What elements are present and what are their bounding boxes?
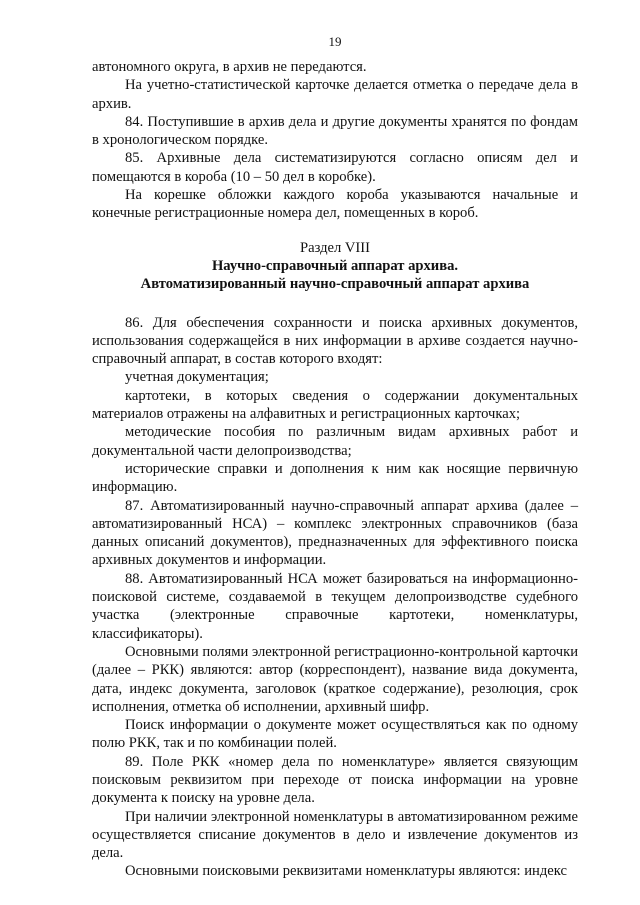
page-number: 19 (328, 34, 342, 49)
section-title-line-1: Научно-справочный аппарат архива. (211, 257, 459, 274)
section-title-line-2: Автоматизированный научно-справочный аппарат архива (140, 276, 530, 293)
section-heading (92, 239, 578, 294)
paragraph: автономного округа, в архив не передаются. (92, 59, 367, 75)
paragraph: 88. Автоматизированный НСА может базироваться на информационно-поисковой системе, создаваемой в текущем делопроизводстве судебного участка (электронные справочные картотеки, номенклатуры, классификаторы). (92, 570, 578, 642)
paragraph: 87. Автоматизированный научно-справочный аппарат архива (далее – автоматизированный НСА) – комплекс электронных справочников (база данных описаний документов), предназначенных для эффективного поиска архивных документов и информации. (92, 497, 578, 569)
paragraph: 85. Архивные дела систематизируются согласно описям дел и помещаются в короба (10 – 50 дел в коробке). (92, 150, 578, 185)
paragraph: На корешке обложки каждого короба указываются начальные и конечные регистрационные номера дел, помещенных в короб. (92, 187, 578, 222)
paragraph: На учетно-статистической карточке делается отметка о передаче дела в архив. (92, 77, 578, 112)
paragraph: методические пособия по различным видам архивных работ и документальной части делопроизводства; (92, 424, 578, 459)
paragraph: картотеки, в которых сведения о содержании документальных материалов отражены на алфавитных и регистрационных карточках; (92, 387, 578, 423)
paragraph: 86. Для обеспечения сохранности и поиска архивных документов, использования содержащейся в них информации в архиве создается научно-справочный аппарат, в состав которого входят: (92, 314, 578, 368)
section-label: Раздел VIII (299, 239, 371, 256)
paragraph: Поиск информации о документе может осуществляться как по одному полю РКК, так и по комбинации полей. (92, 717, 578, 752)
paragraphs-before-section (92, 58, 578, 223)
paragraph: Основными поисковыми реквизитами номенклатуры являются: индекс (125, 863, 567, 880)
paragraph: При наличии электронной номенклатуры в автоматизированном режиме осуществляется списание документов в дело и извлечение документов из дела. (92, 808, 578, 862)
document-page (92, 34, 578, 881)
paragraphs-after-section (92, 314, 578, 881)
paragraph: исторические справки и дополнения к ним как носящие первичную информацию. (92, 460, 578, 496)
paragraph: 84. Поступившие в архив дела и другие документы хранятся по фондам в хронологическом порядке. (92, 113, 578, 149)
paragraph: 89. Поле РКК «номер дела по номенклатуре» является связующим поисковым реквизитом при переходе от поиска информации на уровне документа к поиску на уровне дела. (92, 753, 578, 807)
paragraph: учетная документация; (125, 369, 269, 386)
paragraph: Основными полями электронной регистрационно-контрольной карточки (далее – РКК) являются: автор (корреспондент), название вида документа, дата, индекс документа, заголовок (краткое содержание), резолюция, срок исполнения, отметка об исполнении, архивный шифр. (92, 643, 578, 715)
